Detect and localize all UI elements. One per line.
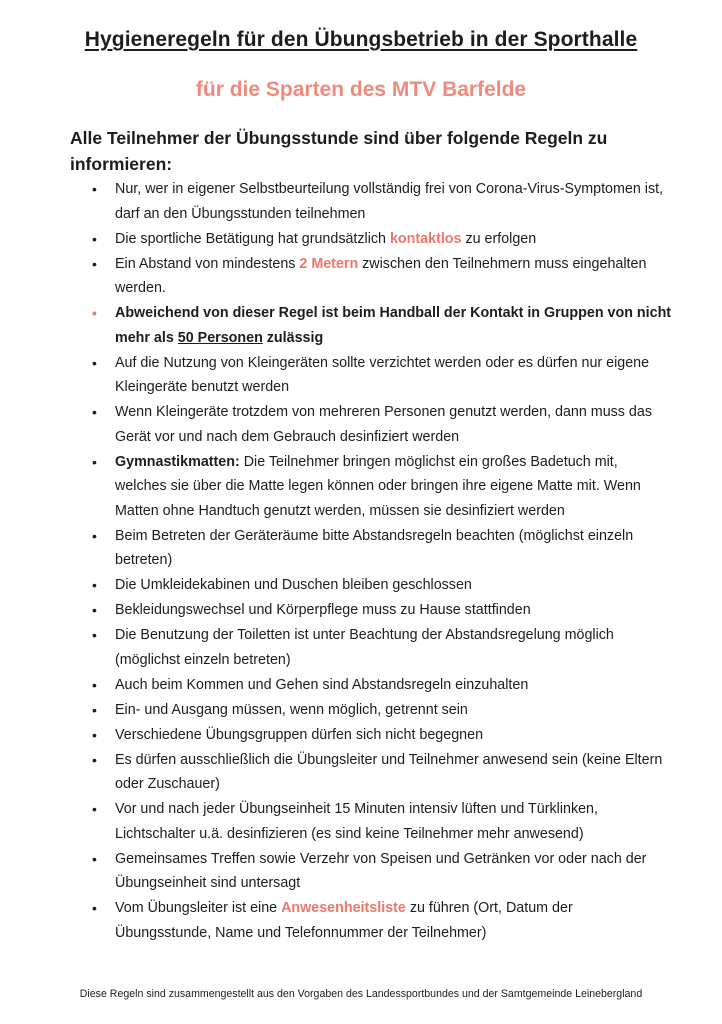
rule-text: Bekleidungswechsel und Körperpflege muss zu Hause stattfinden — [115, 602, 531, 618]
rule-item — [92, 450, 672, 524]
rule-text: Auf die Nutzung von Kleingeräten sollte verzichtet werden oder es dürfen nur eigene Kleingeräte benutzt werden — [115, 354, 650, 395]
rule-highlight: 50 Personen — [177, 329, 263, 346]
rule-text: Beim Betreten der Geräteräume bitte Abstandsregeln beachten (möglichst einzeln betreten) — [115, 527, 634, 568]
rule-item — [92, 673, 672, 698]
bullet-icon: • — [92, 801, 97, 817]
rule-text: Gemeinsames Treffen sowie Verzehr von Speisen und Getränken vor oder nach der Übungseinheit sind untersagt — [115, 850, 647, 891]
rule-text: Vor und nach jeder Übungseinheit 15 Minuten intensiv lüften und Türklinken, Lichtschalter u.ä. desinfizieren (es sind keine Teilnehmer mehr anwesend) — [115, 801, 598, 842]
bullet-icon: • — [92, 527, 97, 544]
bullet-icon: • — [92, 701, 97, 718]
rule-highlight: Anwesenheitsliste — [281, 900, 406, 916]
bullet-icon: • — [92, 255, 97, 272]
rules-list — [92, 177, 672, 946]
bullet-icon: • — [92, 230, 97, 247]
rule-text: zu führen (Ort, Datum der Übungsstunde, Name und Telefonnummer der Teilnehmer) — [115, 900, 573, 941]
document-subtitle: für die Sparten des MTV Barfelde — [195, 78, 527, 101]
rule-text: Ein Abstand von mindestens — [115, 255, 300, 272]
bullet-icon: • — [92, 850, 97, 867]
bullet-icon: • — [92, 354, 97, 371]
rule-item — [92, 847, 672, 896]
rule-item — [92, 698, 672, 723]
rule-text: Vom Übungsleiter ist eine — [115, 900, 282, 916]
bullet-icon: • — [92, 577, 97, 593]
bullet-icon: • — [92, 627, 97, 643]
rule-text: Ein- und Ausgang müssen, wenn möglich, getrennt sein — [115, 701, 468, 718]
rule-item — [92, 598, 672, 623]
rule-text: Die Benutzung der Toiletten ist unter Beachtung der Abstandsregelung möglich (möglichst einzeln betreten) — [115, 627, 614, 668]
document-title: Hygieneregeln für den Übungsbetrieb in der Sporthalle — [84, 28, 638, 51]
rule-item — [92, 524, 672, 573]
rule-text: Es dürfen ausschließlich die Übungsleiter und Teilnehmer anwesend sein (keine Eltern oder Zuschauer) — [115, 751, 663, 792]
rule-text: Wenn Kleingeräte trotzdem von mehreren Personen genutzt werden, dann muss das Gerät vor und nach dem Gebrauch desinfiziert werden — [115, 404, 652, 445]
bullet-icon: • — [92, 305, 97, 321]
rule-item-handball — [92, 301, 672, 350]
rule-item — [92, 573, 672, 598]
bullet-icon: • — [92, 900, 97, 916]
rule-item — [92, 797, 672, 846]
rule-label: Gymnastikmatten: — [115, 453, 240, 470]
bullet-icon: • — [92, 453, 97, 470]
rule-text: Die Umkleidekabinen und Duschen bleiben geschlossen — [115, 577, 472, 593]
rule-text: zulässig — [262, 329, 324, 346]
bullet-icon: • — [92, 602, 97, 618]
bullet-icon: • — [92, 404, 97, 420]
rule-text: Die sportliche Betätigung hat grundsätzlich — [115, 230, 390, 247]
rule-text: zwischen den Teilnehmern muss eingehalten werden. — [115, 255, 647, 296]
rule-item — [92, 623, 672, 672]
rule-text: Verschiedene Übungsgruppen dürfen sich nicht begegnen — [115, 726, 484, 743]
rule-item — [92, 252, 672, 301]
intro-text: Alle Teilnehmer der Übungsstunde sind über folgende Regeln zu informieren: — [70, 128, 608, 174]
bullet-icon: • — [92, 726, 97, 743]
rule-text: Die Teilnehmer bringen möglichst ein großes Badetuch mit, welches sie über die Matte legen können oder bringen ihre eigene Matte mit. Wenn Matten ohne Handtuch genutzt werden, müssen sie desinfiziert werden — [115, 453, 641, 519]
rule-item — [92, 748, 672, 797]
bullet-icon: • — [92, 751, 97, 768]
rule-item — [92, 896, 672, 945]
rule-highlight: kontaktlos — [389, 230, 462, 247]
bullet-icon: • — [92, 676, 97, 693]
rule-item — [92, 351, 672, 400]
rule-item — [92, 177, 672, 226]
rule-item — [92, 400, 672, 449]
rule-highlight: 2 Metern — [299, 255, 359, 272]
rule-text: zu erfolgen — [461, 230, 537, 247]
document-footer: Diese Regeln sind zusammengestellt aus den Vorgaben des Landessportbundes und der Samtgemeinde Leinebergland — [79, 988, 643, 1000]
rule-text: Nur, wer in eigener Selbstbeurteilung vollständig frei von Corona-Virus-Symptomen ist, darf an den Übungsstunden teilnehmen — [115, 181, 664, 222]
rule-item — [92, 227, 672, 252]
bullet-icon: • — [92, 181, 97, 197]
rule-text: Auch beim Kommen und Gehen sind Abstandsregeln einzuhalten — [115, 676, 529, 693]
rule-item — [92, 723, 672, 748]
rule-text: Abweichend von dieser Regel ist beim Handball der Kontakt in Gruppen von nicht mehr als — [115, 305, 672, 346]
